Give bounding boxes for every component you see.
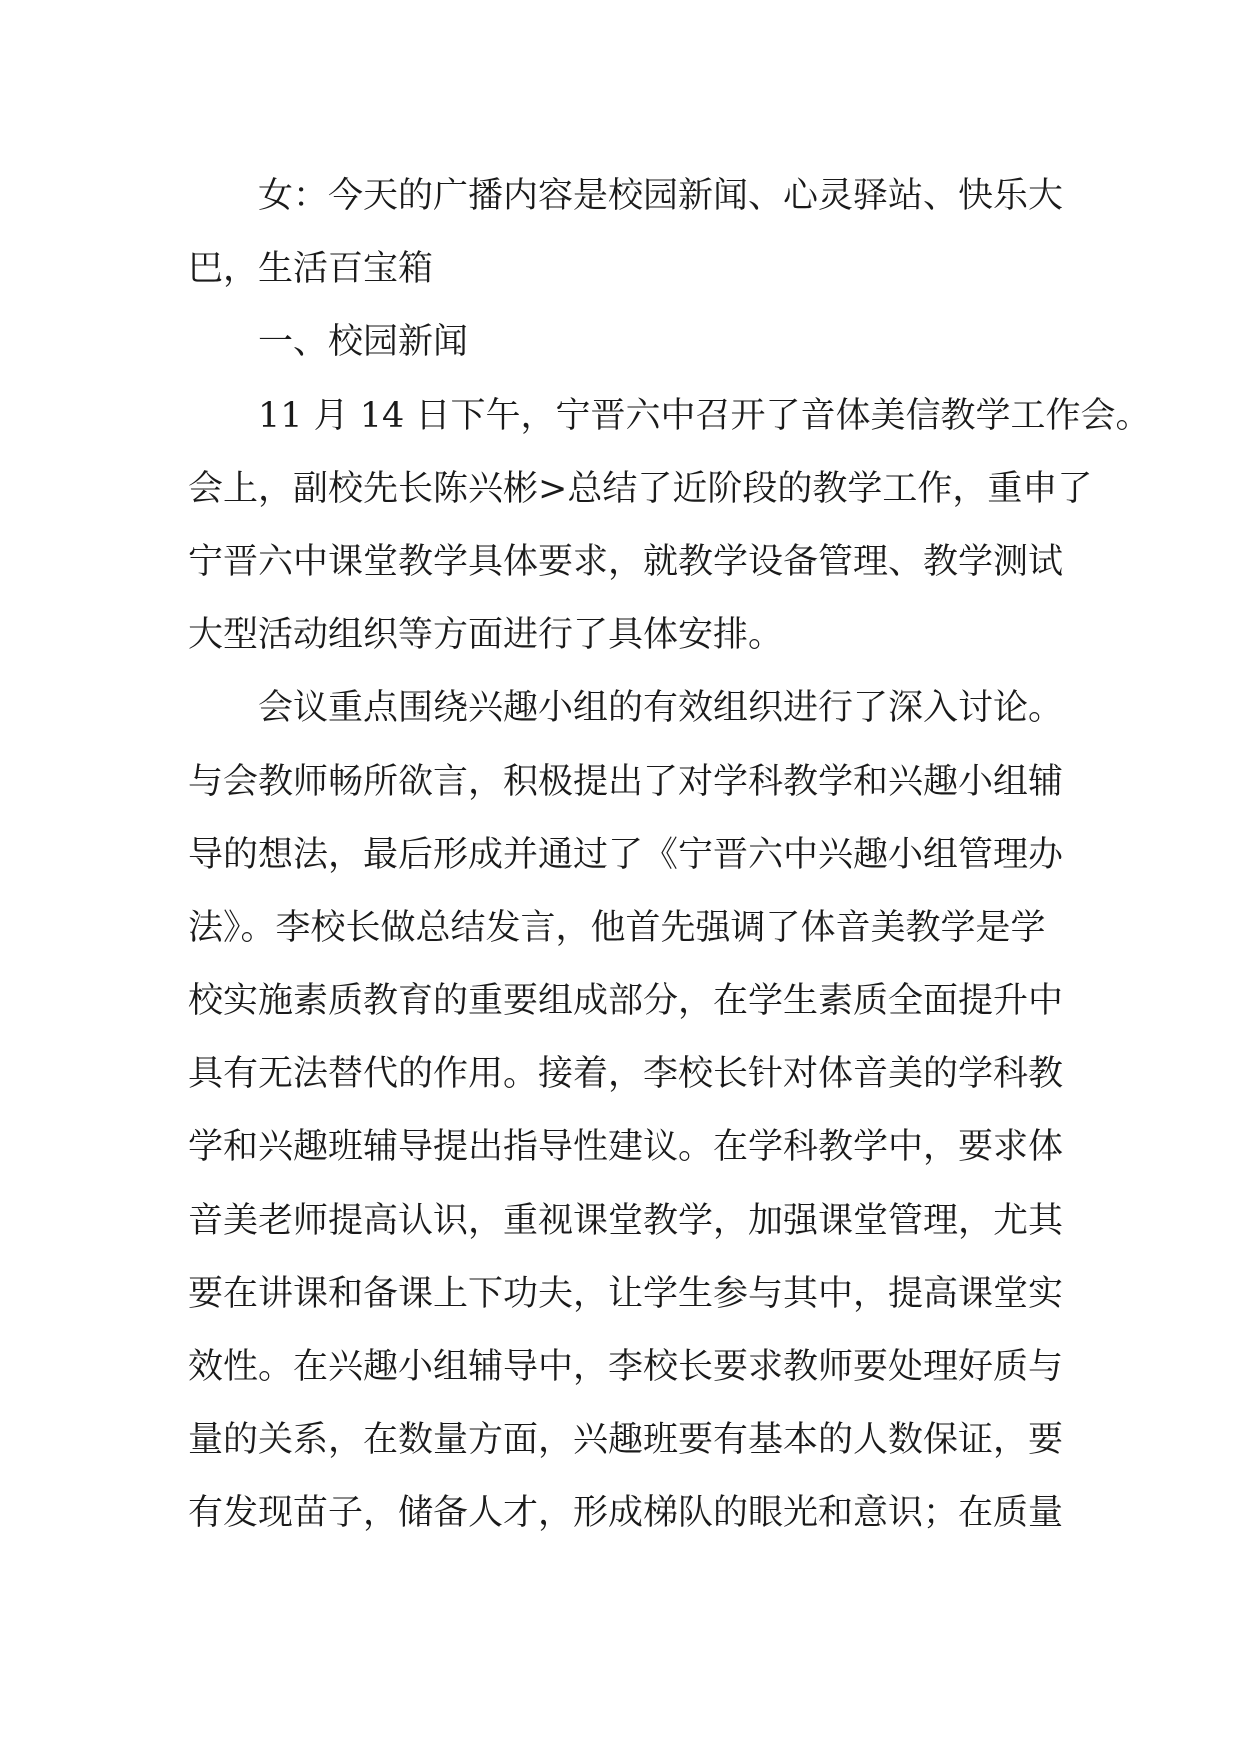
paragraph-news-line-3: 宁晋六中课堂教学具体要求，就教学设备管理、教学测试 bbox=[188, 541, 1064, 582]
paragraph-meeting-line-8: 音美老师提高认识，重视课堂教学，加强课堂管理，尤其 bbox=[188, 1200, 1064, 1241]
paragraph-meeting-line-6: 具有无法替代的作用。接着，李校长针对体音美的学科教 bbox=[188, 1054, 1064, 1095]
paragraph-meeting-line-10: 效性。在兴趣小组辅导中，李校长要求教师要处理好质与 bbox=[188, 1347, 1064, 1387]
paragraph-meeting-line-9: 要在讲课和备课上下功夫，让学生参与其中，提高课堂实 bbox=[188, 1273, 1064, 1314]
paragraph-intro-line-1: 女：今天的广播内容是校园新闻、心灵驿站、快乐大 bbox=[258, 176, 1064, 216]
paragraph-meeting-line-11: 量的关系，在数量方面，兴趣班要有基本的人数保证，要 bbox=[188, 1420, 1064, 1461]
paragraph-news-line-1: 11 月 14 日下午，宁晋六中召开了音体美信教学工作会。 bbox=[258, 395, 1151, 436]
paragraph-meeting-line-7: 学和兴趣班辅导提出指导性建议。在学科教学中，要求体 bbox=[188, 1127, 1064, 1168]
paragraph-news-line-2: 会上，副校先长陈兴彬>总结了近阶段的教学工作，重申了 bbox=[188, 468, 1093, 509]
paragraph-news-line-4: 大型活动组织等方面进行了具体安排。 bbox=[188, 615, 784, 656]
paragraph-meeting-line-5: 校实施素质教育的重要组成部分，在学生素质全面提升中 bbox=[188, 981, 1064, 1022]
paragraph-intro-line-2: 巴，生活百宝箱 bbox=[188, 249, 434, 290]
section-heading-campus-news: 一、校园新闻 bbox=[258, 322, 469, 363]
paragraph-meeting-line-4: 法》。李校长做总结发言，他首先强调了体音美教学是学 bbox=[188, 907, 1046, 948]
paragraph-meeting-line-3: 导的想法，最后形成并通过了《宁晋六中兴趣小组管理办 bbox=[188, 834, 1064, 875]
paragraph-meeting-line-1: 会议重点围绕兴趣小组的有效组织进行了深入讨论。 bbox=[258, 688, 1064, 729]
paragraph-meeting-line-2: 与会教师畅所欲言，积极提出了对学科教学和兴趣小组辅 bbox=[188, 761, 1064, 802]
paragraph-meeting-line-12: 有发现苗子，储备人才，形成梯队的眼光和意识；在质量 bbox=[188, 1493, 1064, 1534]
document-body bbox=[188, 160, 1151, 1551]
